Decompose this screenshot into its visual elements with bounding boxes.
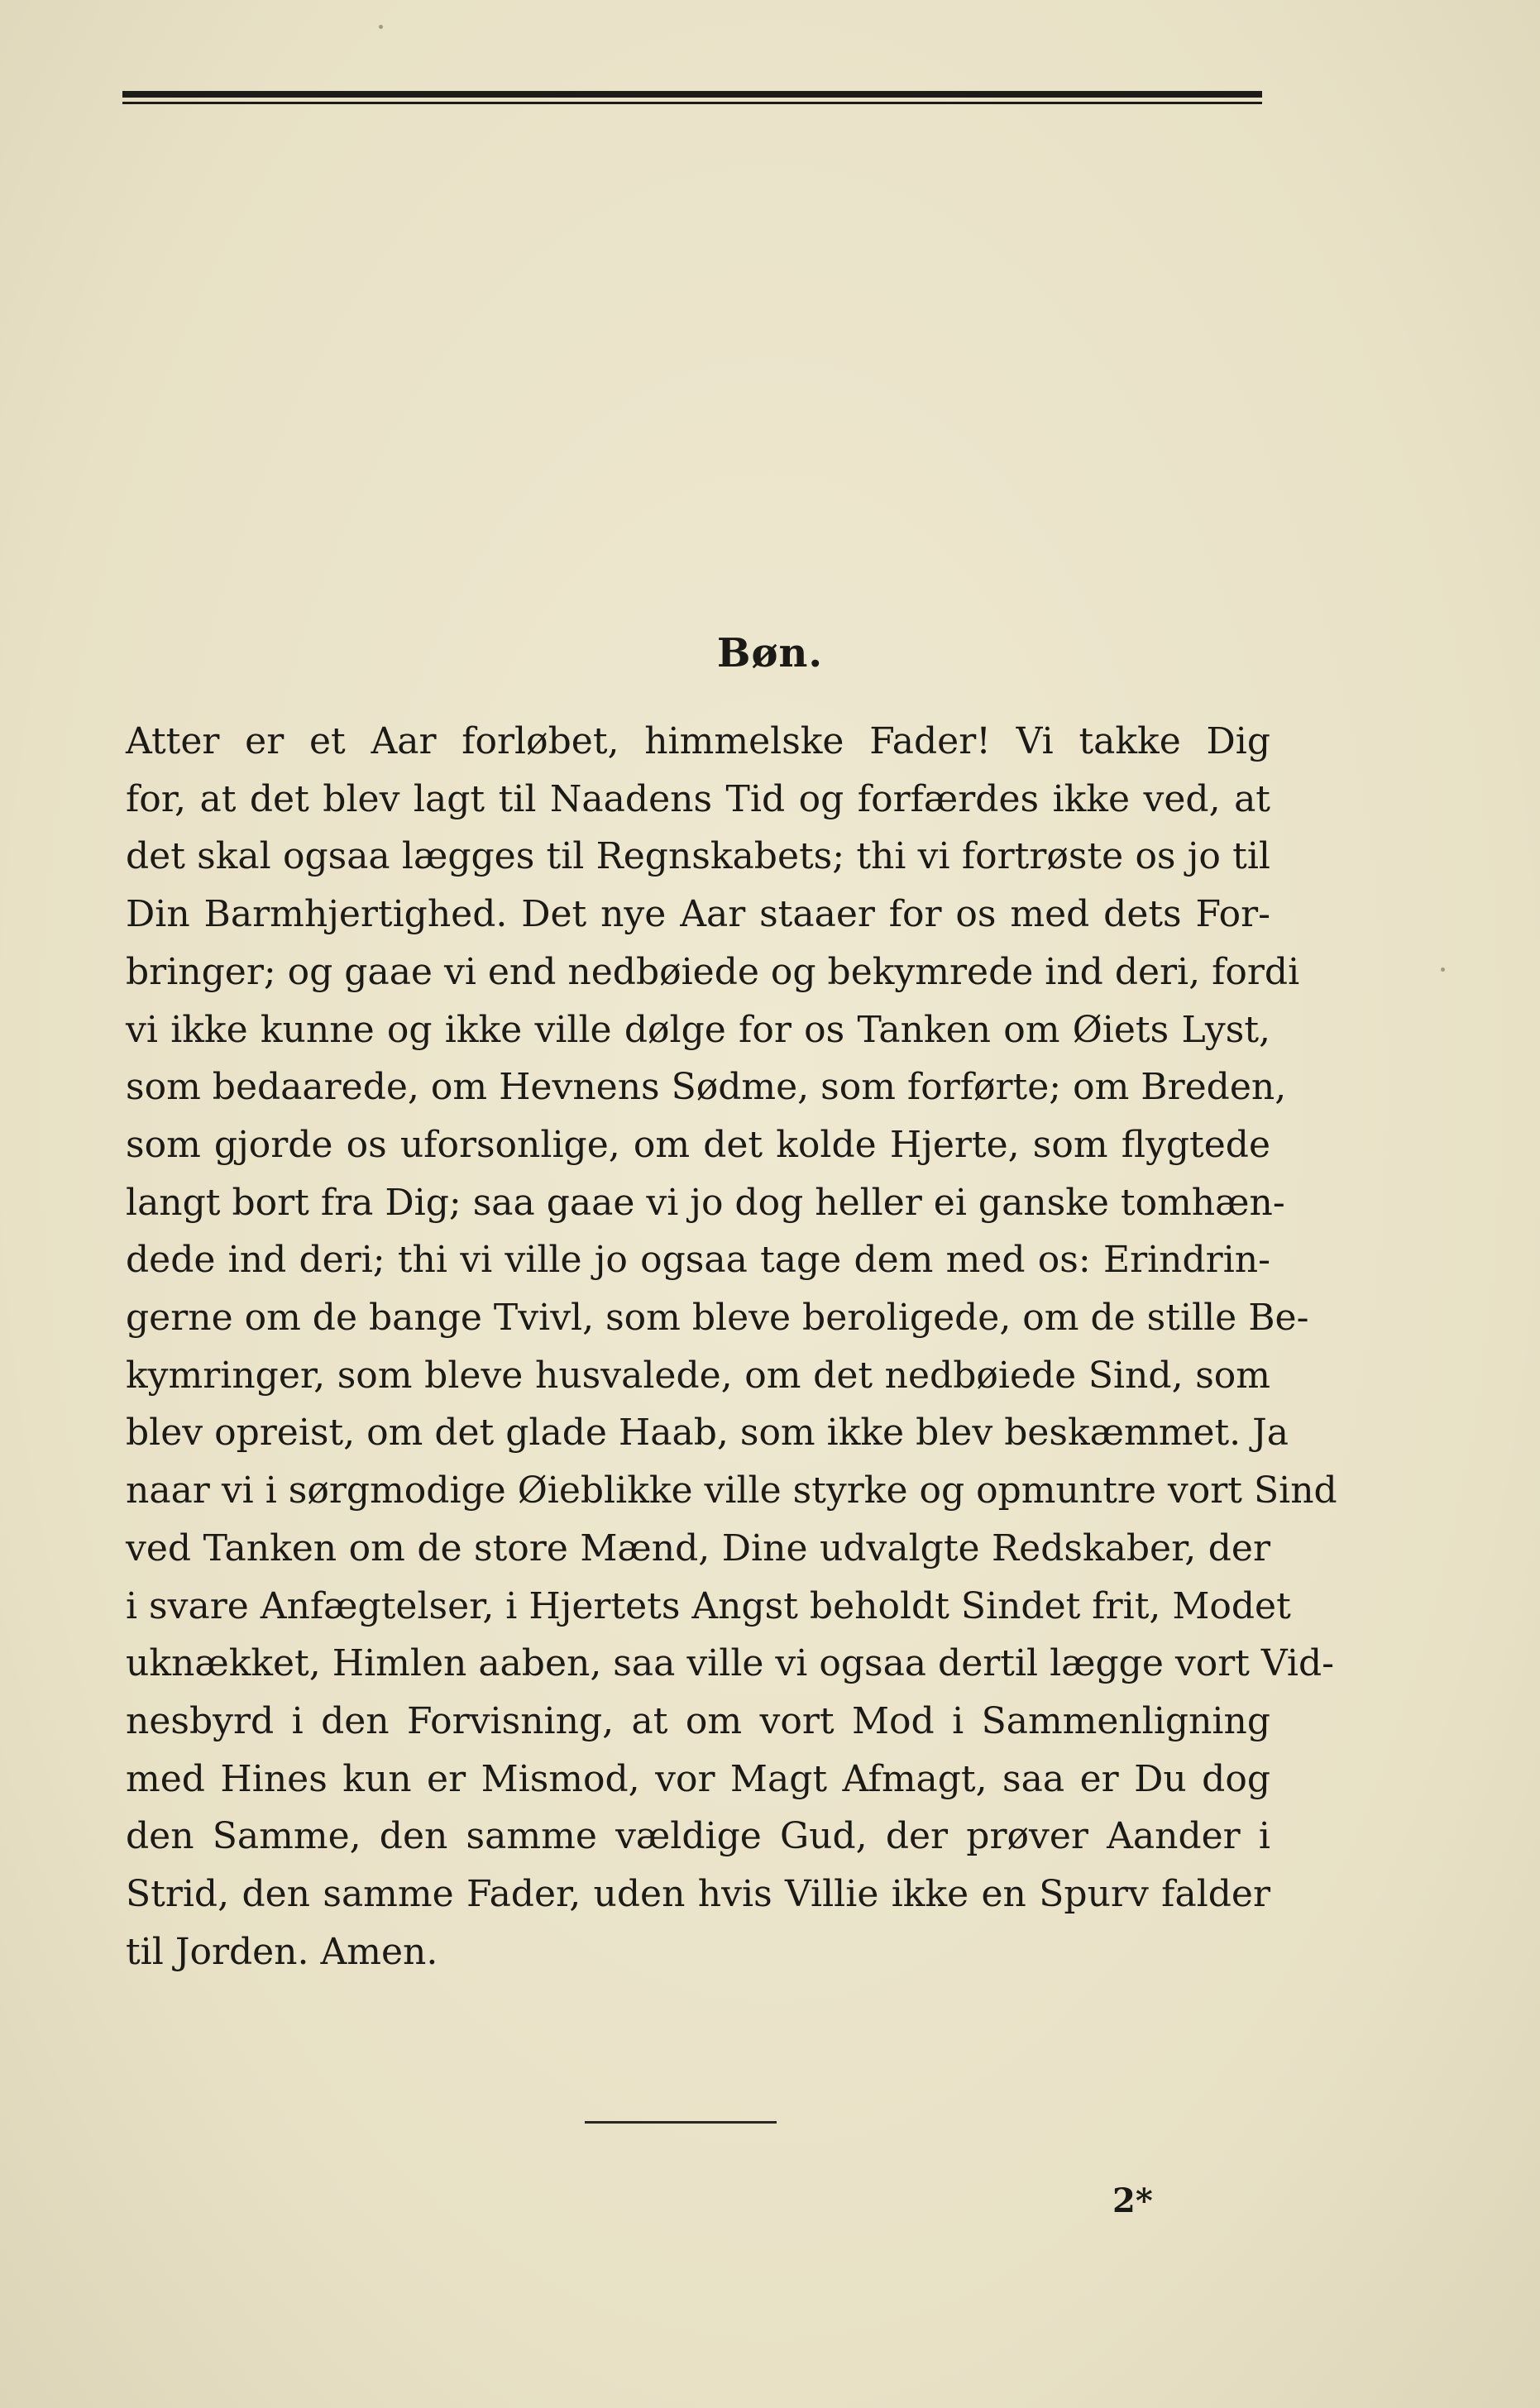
bottom-rule xyxy=(585,2121,777,2124)
paper-speck xyxy=(379,25,383,29)
top-rule-thin xyxy=(122,102,1262,104)
top-rule-thick xyxy=(122,91,1262,98)
prayer-text xyxy=(126,713,1337,1980)
text-line: Atter er et Aar forløbet, himmelske Fader! Vi takke Dig xyxy=(126,720,1270,762)
text-line: som gjorde os uforsonlige, om det kolde Hjerte, som flygtede xyxy=(126,1123,1270,1166)
text-line: kymringer, som bleve husvalede, om det nedbøiede Sind, som xyxy=(126,1354,1270,1397)
text-line: uknækket, Himlen aaben, saa ville vi ogsaa dertil lægge vort Vid- xyxy=(126,1642,1335,1685)
text-line: naar vi i sørgmodige Øieblikke ville styrke og opmuntre vort Sind xyxy=(126,1469,1337,1512)
text-line: det skal ogsaa lægges til Regnskabets; thi vi fortrøste os jo til xyxy=(126,835,1270,878)
paper-speck xyxy=(1441,967,1445,972)
page-title: Bøn. xyxy=(716,630,824,676)
text-line: nesbyrd i den Forvisning, at om vort Mod i Sammenligning xyxy=(126,1699,1270,1742)
text-line: til Jorden. Amen. xyxy=(126,1930,438,1973)
text-line: med Hines kun er Mismod, vor Magt Afmagt, saa er Du dog xyxy=(126,1757,1270,1800)
text-line: i svare Anfægtelser, i Hjertets Angst beholdt Sindet frit, Modet xyxy=(126,1584,1291,1627)
signature-mark: 2* xyxy=(1112,2181,1153,2220)
text-line: for, at det blev lagt til Naadens Tid og forfærdes ikke ved, at xyxy=(126,777,1270,820)
text-line: den Samme, den samme vældige Gud, der prøver Aander i xyxy=(126,1815,1270,1858)
text-line: som bedaarede, om Hevnens Sødme, som forførte; om Breden, xyxy=(126,1066,1287,1109)
text-line: bringer; og gaae vi end nedbøiede og bekymrede ind deri, fordi xyxy=(126,950,1300,993)
text-line: Strid, den samme Fader, uden hvis Villie ikke en Spurv falder xyxy=(126,1873,1270,1916)
text-line: ved Tanken om de store Mænd, Dine udvalgte Redskaber, der xyxy=(126,1526,1270,1570)
text-line: gerne om de bange Tvivl, som bleve beroligede, om de stille Be- xyxy=(126,1297,1309,1340)
text-line: vi ikke kunne og ikke ville dølge for os Tanken om Øiets Lyst, xyxy=(126,1008,1270,1051)
text-line: Din Barmhjertighed. Det nye Aar staaer for os med dets For- xyxy=(126,893,1270,936)
text-line: langt bort fra Dig; saa gaae vi jo dog heller ei ganske tomhæn- xyxy=(126,1181,1285,1224)
text-line: dede ind deri; thi vi ville jo ogsaa tage dem med os: Erindrin- xyxy=(126,1239,1270,1282)
text-line: blev opreist, om det glade Haab, som ikke blev beskæmmet. Ja xyxy=(126,1412,1289,1455)
